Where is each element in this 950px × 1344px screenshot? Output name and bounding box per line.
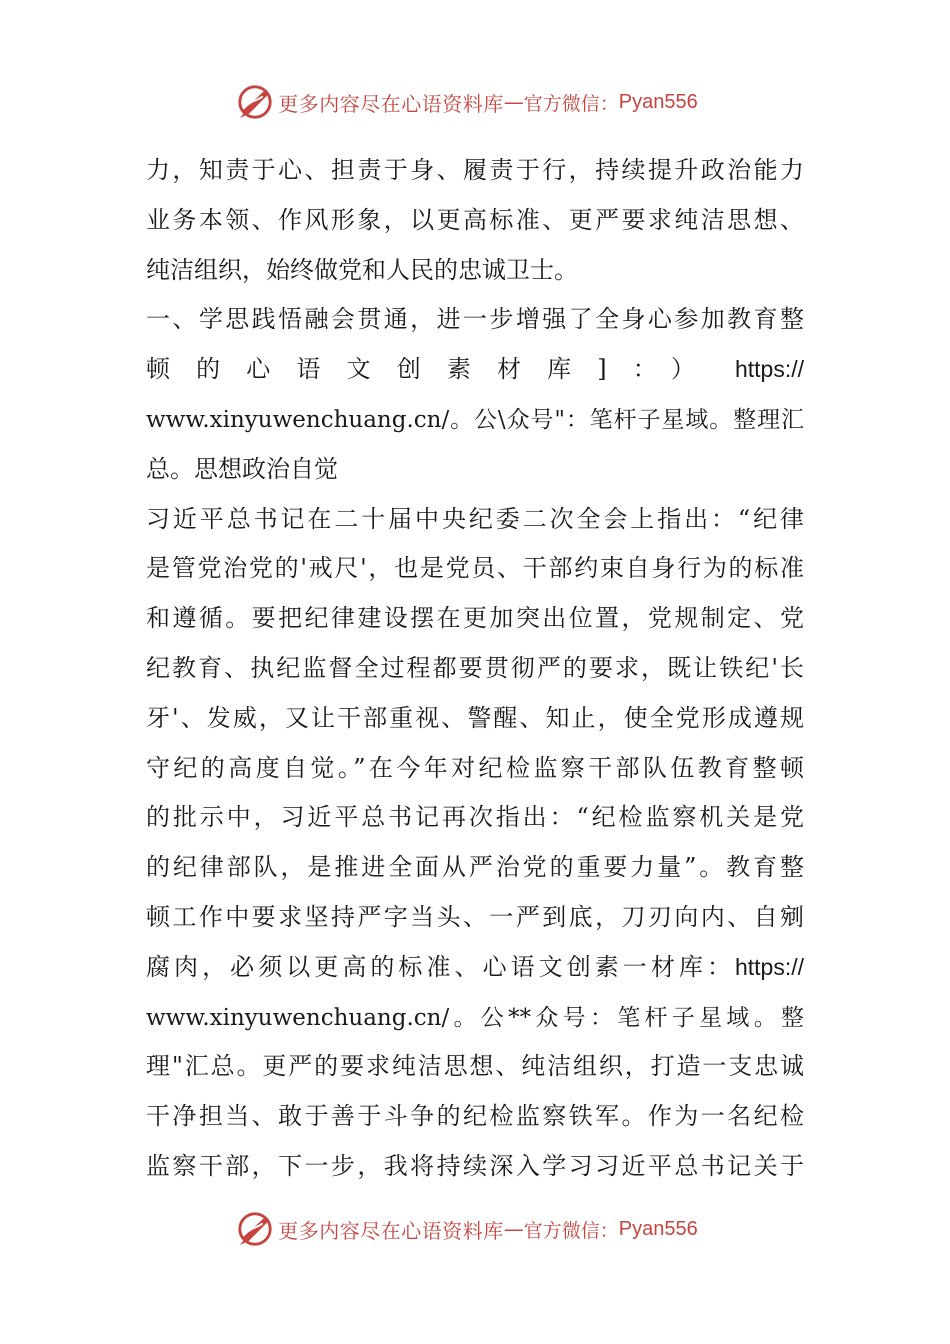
- pen-logo-icon: [236, 83, 274, 121]
- body-line-8: 习近平总书记在二十届中央纪委二次全会上指出：“纪律: [146, 504, 804, 533]
- body-line-13: 守纪的高度自觉。”在今年对纪检监察干部队伍教育整顿: [146, 753, 804, 782]
- header-banner-inner: [236, 83, 697, 121]
- footer-wechat-label: 官方微信：: [523, 1219, 619, 1242]
- url-fragment: https://: [734, 356, 804, 383]
- body-line-5: [146, 345, 804, 395]
- document-body: [146, 146, 804, 1192]
- body-line-7: 总。思想政治自觉: [146, 454, 338, 483]
- body-line-5-text: 顿的心语文创素材库]：）: [146, 355, 695, 384]
- body-line-6: [146, 395, 804, 445]
- body-line-19: 理"汇总。更严的要求纯洁思想、纯洁组织，打造一支忠诚: [146, 1052, 804, 1081]
- body-line-1: 力，知责于心、担责于身、履责于行，持续提升政治能力: [146, 156, 804, 184]
- body-line-21: 监察干部，下一步，我将持续深入学习习近平总书记关于: [146, 1151, 804, 1180]
- header-wechat-id: Pyan556: [618, 90, 698, 113]
- url-fragment: https://: [734, 953, 804, 980]
- body-line-17: [146, 943, 804, 993]
- header-wechat-label: 官方微信：: [523, 92, 619, 115]
- body-line-16: 顿工作中要求坚持严字当头、一严到底，刀刃向内、自剜: [146, 902, 804, 931]
- footer-banner-text: 更多内容尽在心语资料库: [278, 1218, 504, 1243]
- body-line-14: 的批示中，习近平总书记再次指出：“纪检监察机关是党: [146, 803, 804, 832]
- footer-banner: [0, 1207, 950, 1251]
- body-line-10: 和遵循。要把纪律建设摆在更加突出位置，党规制定、党: [146, 604, 804, 633]
- body-line-17-text: 腐肉，必须以更高的标准、心语文创素一材库：: [146, 952, 731, 981]
- body-line-6-text: www.xinyuwenchuang.cn/。公\众号"：笔杆子星域。整理汇: [146, 406, 804, 433]
- footer-wechat-id: Pyan556: [618, 1217, 698, 1240]
- footer-banner-inner: [236, 1210, 697, 1248]
- body-line-12: 牙'、发威，又让干部重视、警醒、知止，使全党形成遵规: [146, 703, 804, 732]
- footer-banner-dash: —: [503, 1217, 524, 1241]
- body-line-2: 业务本领、作风形象，以更高标准、更严要求纯洁思想、: [146, 205, 804, 234]
- body-line-20: 干净担当、敢于善于斗争的纪检监察铁军。作为一名纪检: [146, 1102, 804, 1131]
- header-banner-text: 更多内容尽在心语资料库: [278, 91, 504, 116]
- body-line-3: 纯洁组织，始终做党和人民的忠诚卫士。: [146, 255, 578, 284]
- header-banner-dash: —: [503, 90, 524, 114]
- header-banner: [0, 80, 950, 124]
- body-line-15: 的纪律部队，是推进全面从严治党的重要力量”。教育整: [146, 853, 804, 882]
- body-line-9: 是管党治党的'戒尺'，也是党员、干部约束自身行为的标准: [146, 554, 804, 583]
- pen-logo-icon: [236, 1210, 274, 1248]
- body-line-11: 纪教育、执纪监督全过程都要贯彻严的要求，既让铁纪'长: [146, 653, 804, 682]
- body-line-18: [146, 993, 804, 1043]
- body-line-4: 一、学思践悟融会贯通，进一步增强了全身心参加教育整: [146, 305, 804, 334]
- body-line-18-text: www.xinyuwenchuang.cn/。公**众号：笔杆子星域。整: [146, 1004, 804, 1031]
